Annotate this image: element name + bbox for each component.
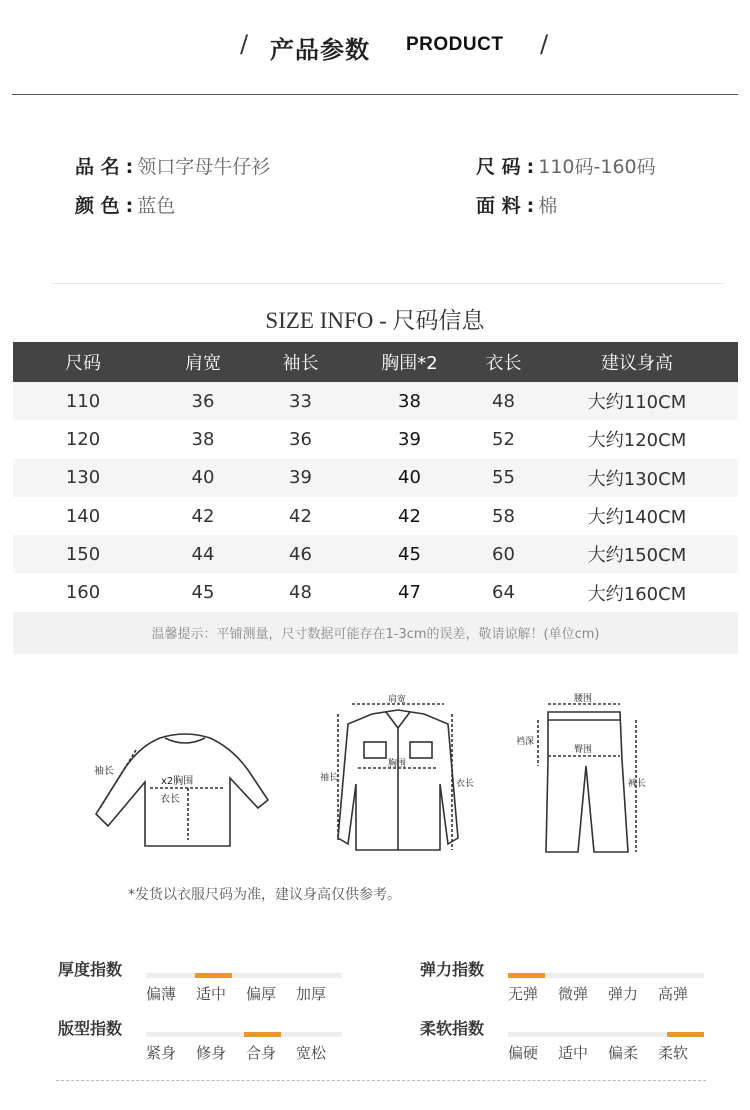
sweater-sleeve-label: 袖长 <box>94 766 114 777</box>
table-row <box>13 420 738 458</box>
table-row <box>13 459 738 497</box>
size-table-header <box>13 342 738 382</box>
fit-index <box>58 1012 378 1062</box>
header-cell: 肩宽 <box>185 353 221 374</box>
table-cell: 38 <box>398 390 421 412</box>
table-cell: 39 <box>398 428 421 450</box>
header-title-cn: 产品参数 <box>270 36 370 64</box>
shirt-sleeve-label: 袖长 <box>320 773 339 783</box>
index-fill <box>244 1032 281 1037</box>
index-bar <box>508 1032 704 1037</box>
index-option: 无弹 <box>508 985 539 1003</box>
index-fill <box>667 1032 704 1037</box>
table-cell: 42 <box>191 505 215 527</box>
index-option: 宽松 <box>296 1044 327 1062</box>
index-option: 微弹 <box>558 985 589 1003</box>
table-cell: 48 <box>289 582 312 604</box>
thickness-index <box>58 953 378 1003</box>
info-key: 品 名 <box>75 156 120 178</box>
table-cell: 45 <box>191 582 215 604</box>
index-fill <box>195 973 232 978</box>
index-option: 弹力 <box>608 985 639 1003</box>
index-option: 加厚 <box>296 985 327 1003</box>
table-cell: 110 <box>65 390 101 412</box>
index-option: 适中 <box>196 985 227 1003</box>
sweater-chest-label: x2胸围 <box>161 776 194 787</box>
table-cell: 36 <box>191 390 215 412</box>
shirt-chest-label: 胸围 <box>388 759 407 769</box>
table-cell: 大约130CM <box>587 468 687 490</box>
table-cell: 45 <box>398 543 421 565</box>
table-cell: 40 <box>398 467 421 489</box>
table-cell: 42 <box>289 505 312 527</box>
table-cell: 大约110CM <box>587 392 687 414</box>
info-value: 蓝色 <box>137 195 176 217</box>
table-cell: 58 <box>492 505 515 527</box>
table-cell: 60 <box>492 543 515 565</box>
table-cell: 42 <box>398 505 421 527</box>
header-cell: 胸围*2 <box>381 353 438 374</box>
shirt-diagram <box>320 693 474 850</box>
index-option: 合身 <box>246 1044 277 1062</box>
table-cell: 40 <box>191 467 215 489</box>
table-cell: 39 <box>289 467 312 489</box>
table-cell: 140 <box>65 505 101 527</box>
sweater-length-label: 衣长 <box>160 794 180 805</box>
index-bar <box>508 973 704 978</box>
table-cell: 52 <box>492 428 515 450</box>
section-divider <box>52 283 724 284</box>
table-cell: 64 <box>492 582 515 604</box>
index-label: 弹力指数 <box>420 960 485 979</box>
header-cell: 建议身高 <box>601 353 673 374</box>
header-slash-left: / <box>240 30 249 58</box>
header-cell: 袖长 <box>282 353 319 374</box>
table-cell: 120 <box>65 428 101 450</box>
index-option: 高弹 <box>658 985 689 1003</box>
table-cell: 33 <box>289 390 312 412</box>
measurement-diagrams <box>0 690 750 870</box>
sweater-diagram <box>94 734 268 846</box>
index-option: 柔软 <box>658 1044 689 1062</box>
table-cell: 大约140CM <box>587 507 687 529</box>
table-cell: 47 <box>398 582 421 604</box>
index-option: 偏硬 <box>508 1044 539 1062</box>
shirt-shoulder-label: 肩宽 <box>388 695 407 705</box>
size-table <box>13 342 738 654</box>
table-cell: 36 <box>289 428 312 450</box>
header-cell: 尺码 <box>65 353 101 374</box>
shipping-note: *发货以衣服尺码为准，建议身高仅供参考。 <box>128 887 401 903</box>
table-row <box>13 497 738 535</box>
index-option: 紧身 <box>146 1044 177 1062</box>
table-cell: 160 <box>65 582 101 604</box>
index-bar <box>146 1032 342 1037</box>
pants-hip-label: 臀围 <box>574 745 593 755</box>
pants-waist-label: 腰围 <box>574 694 593 704</box>
table-cell: 150 <box>65 543 101 565</box>
pants-length-label: 裤长 <box>628 779 647 789</box>
info-key: 面 料 <box>476 195 521 217</box>
table-row <box>13 535 738 573</box>
table-row <box>13 382 738 420</box>
info-size: 尺 码 : 110码-160码 <box>476 152 656 179</box>
header-slash-right: / <box>540 30 549 58</box>
softness-index <box>420 1012 740 1062</box>
size-info-title: SIZE INFO - 尺码信息 <box>265 308 485 333</box>
index-label: 柔软指数 <box>420 1019 485 1038</box>
info-product-name: 品 名 : 领口字母牛仔衫 <box>75 152 270 179</box>
info-material: 面 料 : 棉 <box>476 191 557 218</box>
index-label: 厚度指数 <box>58 960 123 979</box>
size-note: 温馨提示：平铺测量，尺寸数据可能存在1-3cm的误差，敬请谅解！(单位cm) <box>13 612 738 654</box>
table-cell: 大约150CM <box>587 545 687 567</box>
table-cell: 大约160CM <box>587 583 687 605</box>
table-cell: 38 <box>191 428 215 450</box>
info-value: 110码-160码 <box>538 156 656 178</box>
index-option: 偏薄 <box>146 985 177 1003</box>
header-divider <box>12 94 738 95</box>
index-option: 偏厚 <box>246 985 277 1003</box>
table-cell: 46 <box>289 543 312 565</box>
pants-rise-label: 裆深 <box>516 737 535 747</box>
shirt-length-label: 衣长 <box>456 779 475 789</box>
index-option: 修身 <box>196 1044 227 1062</box>
info-key: 尺 码 <box>476 156 521 178</box>
index-label: 版型指数 <box>58 1019 123 1038</box>
info-value: 棉 <box>538 195 558 217</box>
header-cell: 衣长 <box>485 353 522 374</box>
index-bar <box>146 973 342 978</box>
index-option: 偏柔 <box>608 1044 639 1062</box>
table-cell: 130 <box>65 467 101 489</box>
info-key: 颜 色 <box>75 195 120 217</box>
table-cell: 大约120CM <box>587 430 687 452</box>
index-option: 适中 <box>558 1044 589 1062</box>
info-value: 领口字母牛仔衫 <box>137 156 271 178</box>
header-title-en: PRODUCT <box>406 34 504 55</box>
header <box>0 28 750 68</box>
bottom-divider <box>56 1080 706 1081</box>
pants-diagram <box>516 693 646 852</box>
table-cell: 55 <box>492 467 515 489</box>
table-cell: 44 <box>191 543 215 565</box>
index-fill <box>508 973 545 978</box>
table-cell: 48 <box>492 390 515 412</box>
elasticity-index <box>420 953 740 1003</box>
info-color: 颜 色 : 蓝色 <box>75 191 175 218</box>
table-row <box>13 573 738 611</box>
